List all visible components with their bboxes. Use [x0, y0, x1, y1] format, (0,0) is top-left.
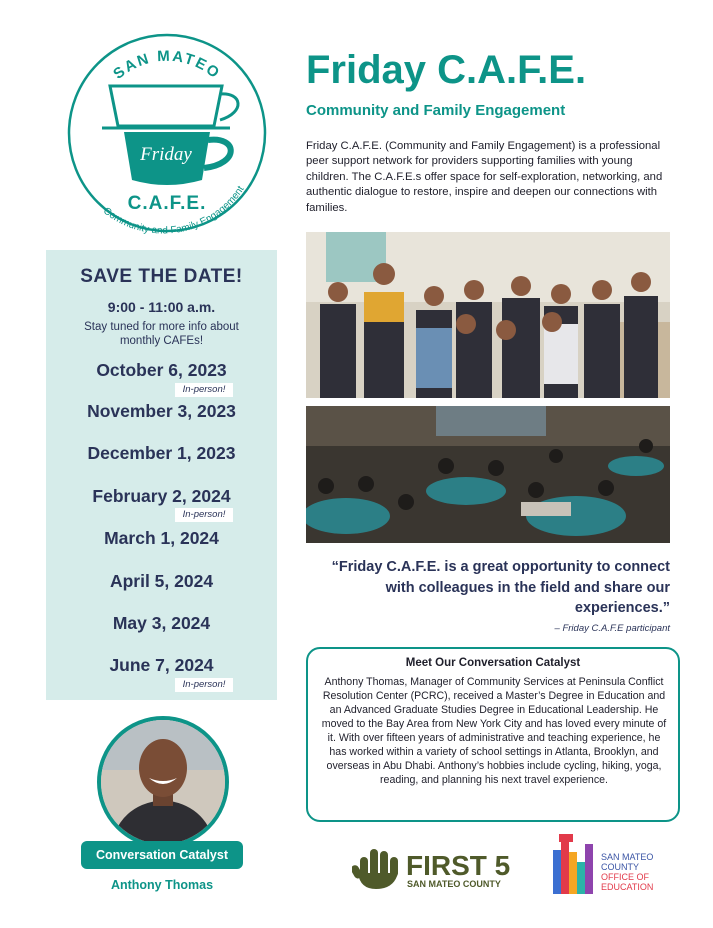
friday-cafe-logo [62, 28, 272, 238]
page-subtitle: Community and Family Engagement [306, 102, 566, 119]
meeting-photo-image [306, 406, 670, 543]
date-item: May 3, 2024 [112, 613, 211, 633]
group-photo-image [306, 232, 670, 398]
portrait-image [101, 720, 225, 844]
save-the-date-panel [46, 250, 277, 700]
svg-text:Community and Family Engagemen: Community and Family Engagement [100, 184, 247, 237]
date-item: November 3, 2023 [87, 401, 236, 421]
smcoe-logo [549, 830, 669, 896]
first5-logo [352, 843, 524, 893]
intro-paragraph: Friday C.A.F.E. (Community and Family Engagement) is a professional peer support network for providers supporting families with young children. The C.A.F.E.s offer space for self-exploration, networking, and authentic dialogue to restore, inspire and deepen our connections with families. [306, 140, 663, 214]
date-item: December 1, 2023 [87, 443, 236, 463]
date-item: April 5, 2024 [109, 571, 214, 591]
catalyst-bio-heading: Meet Our Conversation Catalyst [405, 657, 581, 669]
session-time: 9:00 - 11:00 a.m. [107, 299, 216, 315]
svg-text:C.A.F.E.: C.A.F.E. [127, 193, 207, 214]
svg-text:Friday: Friday [140, 144, 192, 165]
svg-text:SAN MATEO COUNTY OFFIC: SAN MATEO COUNTY OFFICE OF EDUCATION [601, 852, 654, 892]
session-note: Stay tuned for more info about monthly CAFEs! [84, 321, 239, 347]
meeting-photo [306, 406, 670, 543]
in-person-badge: In-person! [175, 383, 233, 397]
in-person-badge: In-person! [175, 508, 233, 522]
page-title: Friday C.A.F.E. [306, 48, 587, 92]
lighthouse-icon [553, 834, 593, 894]
catalyst-bio-box [306, 647, 680, 822]
catalyst-name: Anthony Thomas [110, 878, 214, 892]
quote-attribution: – Friday C.A.F.E participant [554, 623, 670, 634]
hand-icon [352, 849, 398, 889]
in-person-badge: In-person! [175, 678, 233, 692]
date-item: February 2, 2024 [92, 486, 231, 506]
date-item: June 7, 2024 [109, 655, 214, 675]
testimonial-quote: “Friday C.A.F.E. is a great opportunity to connect with colleagues in the field and share our experiences.” [331, 559, 670, 616]
group-photo [306, 232, 670, 398]
catalyst-portrait [97, 716, 229, 848]
svg-text:SAN MATEO: SAN MATEO [110, 47, 224, 83]
svg-text:SAN MATEO COUNTY: SAN MATEO COUNTY [407, 879, 501, 889]
date-item: October 6, 2023 [96, 360, 227, 380]
catalyst-bio-text: Anthony Thomas, Manager of Community Services at Peninsula Conflict Resolution Center (PCRC), received a Master’s Degree in Education and an Advanced Graduate Studies Degree in Educational Leadership. He moved to the Bay Area from New York City and has loved every minute of it. With over fifteen years of administrative and teaching experience, he has worked within a variety of school settings in Atlanta, Brooklyn, and overseas in Abu Dhabi. Anthony’s hobbies include cycling, hiking, yoga, reading, and planning his next travel experience. [321, 676, 667, 786]
conversation-catalyst-label: Conversation Catalyst [81, 841, 243, 869]
svg-text:FIRST 5: FIRST 5 [406, 850, 511, 881]
save-the-date-title: SAVE THE DATE! [80, 266, 243, 287]
date-item: March 1, 2024 [104, 528, 219, 548]
